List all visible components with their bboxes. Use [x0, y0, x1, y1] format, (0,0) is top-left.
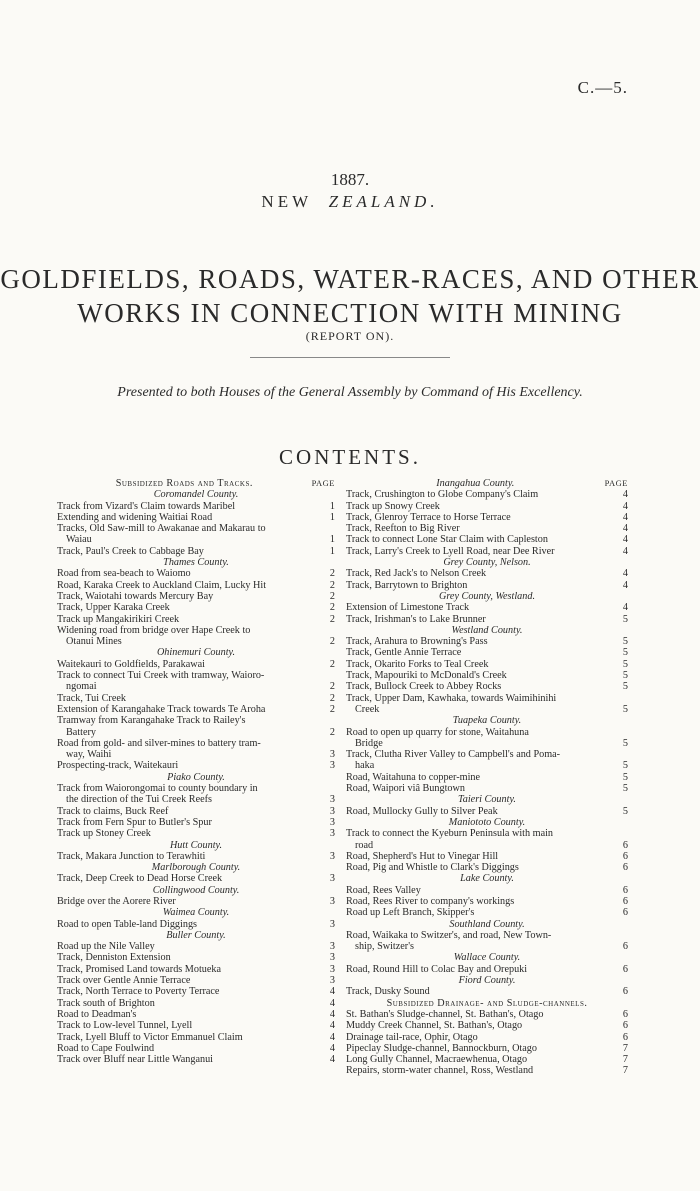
- county-heading: Ohinemuri County.: [156, 647, 236, 659]
- entry-page: 2: [329, 568, 335, 580]
- entry-text: Tracks, Old Saw-mill to Awakanae and Makarau to: [57, 523, 266, 535]
- entry-text: Drainage tail-race, Ophir, Otago: [346, 1031, 478, 1043]
- contents-entry: [346, 907, 628, 918]
- entry-text: Track, Larry's Creek to Lyell Road, near Dee River: [346, 545, 555, 557]
- entry-page: 5: [622, 771, 628, 783]
- entry-page: 6: [622, 1031, 628, 1043]
- contents-entry: [346, 602, 628, 613]
- contents-entry: [57, 659, 335, 670]
- section-heading-label: Subsidized Roads and Tracks.: [115, 478, 253, 489]
- entry-page: 3: [329, 963, 335, 975]
- entry-page: 4: [329, 986, 335, 998]
- county-heading: Waimea County.: [162, 907, 230, 919]
- contents-entry: [346, 727, 628, 738]
- contents-entry: [346, 693, 628, 704]
- entry-text: ship, Switzer's: [355, 941, 414, 953]
- entry-page: 1: [329, 534, 335, 546]
- contents-entry: [57, 1009, 335, 1020]
- contents-entry: [57, 1020, 335, 1031]
- page-column-label: PAGE: [311, 478, 335, 488]
- entry-text: Track, Okarito Forks to Teal Creek: [346, 658, 489, 670]
- contents-heading: CONTENTS.: [279, 445, 421, 469]
- entry-text: Road, Mullocky Gully to Silver Peak: [346, 805, 498, 817]
- entry-page: 5: [622, 613, 628, 625]
- county-heading: Thames County.: [163, 557, 229, 569]
- entry-text: Track up Snowy Creek: [346, 500, 440, 512]
- entry-text: Track over Gentle Annie Terrace: [57, 975, 191, 987]
- entry-page: 5: [622, 636, 628, 648]
- contents-entry-continued: [57, 636, 335, 647]
- entry-page: 3: [329, 952, 335, 964]
- entry-page: 3: [329, 918, 335, 930]
- contents-entry: [57, 975, 335, 986]
- entry-text: Track from Vizard's Claim towards Maribel: [57, 500, 236, 512]
- entry-text: Track, Reefton to Big River: [346, 523, 460, 535]
- contents-entry: [346, 964, 628, 975]
- entry-page: 2: [329, 579, 335, 591]
- entry-text: Waitekauri to Goldfields, Parakawai: [57, 658, 205, 670]
- entry-text: Track, Crushington to Globe Company's Claim: [346, 489, 539, 501]
- contents-entry-continued: [346, 840, 628, 851]
- entry-text: Extension of Limestone Track: [346, 602, 470, 614]
- entry-text: Tramway from Karangahake Track to Railey's: [57, 715, 246, 727]
- contents-entry: [346, 546, 628, 557]
- entry-page: 4: [329, 1042, 335, 1054]
- contents-entry-continued: [57, 727, 335, 738]
- contents-entry: [346, 749, 628, 760]
- contents-entry: [346, 580, 628, 591]
- entry-text: Track to claims, Buck Reef: [57, 805, 169, 817]
- contents-entry-continued: [57, 534, 335, 545]
- contents-entry: [57, 806, 335, 817]
- contents-entry: [57, 760, 335, 771]
- entry-text: Road to Deadman's: [57, 1008, 137, 1020]
- contents-entry: [346, 1054, 628, 1065]
- county-heading: Wallace County.: [453, 952, 521, 964]
- contents-entry: [57, 704, 335, 715]
- county-heading: Piako County.: [167, 771, 225, 783]
- entry-text: Track, Gentle Annie Terrace: [346, 647, 462, 659]
- entry-text: Track, Clutha River Valley to Campbell's and Poma-: [346, 749, 561, 761]
- county-heading: [346, 478, 628, 489]
- contents-entry: [346, 1020, 628, 1031]
- contents-entry: [346, 1043, 628, 1054]
- entry-page: 2: [329, 703, 335, 715]
- entry-page: 2: [329, 613, 335, 625]
- entry-page: 4: [622, 500, 628, 512]
- entry-page: 3: [329, 850, 335, 862]
- contents-entry: [346, 670, 628, 681]
- report-subtitle: (REPORT ON).: [305, 329, 395, 343]
- county-heading: Coromandel County.: [153, 489, 239, 501]
- entry-text: Road, Waipori viâ Bungtown: [346, 783, 465, 795]
- entry-page: 3: [329, 794, 335, 806]
- county-heading: Hutt County.: [169, 839, 223, 851]
- contents-entry: [57, 625, 335, 636]
- contents-entry: [346, 1032, 628, 1043]
- entry-text: haka: [355, 760, 375, 772]
- contents-entry: [346, 986, 628, 997]
- contents-entry: [57, 896, 335, 907]
- contents-column-right: [346, 478, 628, 1077]
- entry-text: Repairs, storm-water channel, Ross, Westland: [346, 1065, 534, 1077]
- entry-page: 1: [329, 500, 335, 512]
- contents-entry: [57, 591, 335, 602]
- entry-page: 2: [329, 636, 335, 648]
- entry-page: 2: [329, 692, 335, 704]
- county-heading-label: Inangahua County.: [436, 478, 515, 489]
- country-word-2: ZEALAND.: [328, 192, 439, 211]
- contents-entry: [346, 681, 628, 692]
- county-heading: Southland County.: [449, 918, 525, 930]
- contents-entry: [57, 512, 335, 523]
- entry-text: Track from Waiorongomai to county boundary in: [57, 783, 258, 795]
- contents-entry: [346, 851, 628, 862]
- contents-entry: [346, 501, 628, 512]
- entry-page: 3: [329, 749, 335, 761]
- entry-page: 7: [622, 1054, 628, 1066]
- contents-entry: [346, 659, 628, 670]
- contents-entry: [346, 896, 628, 907]
- entry-page: 6: [622, 907, 628, 919]
- entry-page: 4: [622, 568, 628, 580]
- entry-text: Bridge: [355, 737, 383, 749]
- entry-page: 6: [622, 862, 628, 874]
- entry-text: Road, Karaka Creek to Auckland Claim, Lucky Hit: [57, 579, 267, 591]
- entry-page: 6: [622, 941, 628, 953]
- county-heading: Marlborough County.: [151, 862, 241, 874]
- county-heading: Westland County.: [451, 624, 523, 636]
- entry-page: 4: [622, 602, 628, 614]
- county-heading: Lake County.: [460, 873, 514, 885]
- entry-page: 4: [622, 489, 628, 501]
- contents-entry: [57, 602, 335, 613]
- entry-text: Otanui Mines: [66, 636, 122, 648]
- entry-page: 6: [622, 1008, 628, 1020]
- entry-text: way, Waihi: [66, 749, 112, 761]
- entry-page: 5: [622, 658, 628, 670]
- contents-entry: [57, 568, 335, 579]
- entry-page: 4: [329, 1054, 335, 1066]
- contents-entry: [346, 772, 628, 783]
- entry-text: the direction of the Tui Creek Reefs: [66, 794, 212, 806]
- entry-text: Track, Waiotahi towards Mercury Bay: [57, 590, 214, 602]
- entry-text: Track to connect Tui Creek with tramway, Waioro-: [57, 670, 265, 682]
- entry-text: Road, Pig and Whistle to Clark's Diggings: [346, 862, 519, 874]
- entry-text: Road to open Table-land Diggings: [57, 918, 198, 930]
- entry-page: 3: [329, 895, 335, 907]
- entry-text: Road, Shepherd's Hut to Vinegar Hill: [346, 850, 499, 862]
- contents-entry: [57, 580, 335, 591]
- entry-page: 3: [329, 816, 335, 828]
- contents-entry: [346, 862, 628, 873]
- contents-entry: [57, 941, 335, 952]
- entry-text: Waiau: [66, 534, 92, 546]
- section-heading: [57, 478, 335, 489]
- entry-page: 4: [329, 1031, 335, 1043]
- entry-text: Track to connect the Kyeburn Peninsula with main: [346, 828, 554, 840]
- entry-page: 1: [329, 511, 335, 523]
- entry-page: 5: [622, 647, 628, 659]
- entry-text: Track, Deep Creek to Dead Horse Creek: [57, 873, 223, 885]
- section-heading: Subsidized Drainage- and Sludge-channels.: [386, 997, 588, 1009]
- contents-entry: [57, 998, 335, 1009]
- contents-entry: [57, 964, 335, 975]
- entry-text: Road to open up quarry for stone, Waitahuna: [346, 726, 529, 738]
- contents-entry: [346, 885, 628, 896]
- contents-entry: [57, 986, 335, 997]
- entry-text: Track, Paul's Creek to Cabbage Bay: [57, 545, 204, 557]
- entry-text: Track over Bluff near Little Wanganui: [57, 1054, 214, 1066]
- entry-page: 5: [622, 760, 628, 772]
- report-title: [0, 262, 700, 330]
- entry-text: Road from sea-beach to Waiomo: [57, 568, 191, 580]
- entry-text: Road, Waitahuna to copper-mine: [346, 771, 481, 783]
- entry-page: 2: [329, 602, 335, 614]
- entry-page: 5: [622, 783, 628, 795]
- contents-entry-continued: [57, 681, 335, 692]
- entry-text: Track, Upper Dam, Kawhaka, towards Waimihinihi: [346, 692, 557, 704]
- entry-page: 6: [622, 850, 628, 862]
- contents-entry: [346, 534, 628, 545]
- entry-text: Track, Makara Junction to Terawhiti: [57, 850, 206, 862]
- entry-page: 5: [622, 703, 628, 715]
- contents-entry: [346, 523, 628, 534]
- entry-page: 6: [622, 839, 628, 851]
- entry-text: Track to Low-level Tunnel, Lyell: [57, 1020, 193, 1032]
- contents-entry: [57, 738, 335, 749]
- entry-text: Creek: [355, 703, 380, 715]
- entry-text: Track, Red Jack's to Nelson Creek: [346, 568, 487, 580]
- contents-entry: [346, 930, 628, 941]
- contents-entry: [57, 783, 335, 794]
- contents-entry: [346, 647, 628, 658]
- entry-text: Road, Rees Valley: [346, 884, 421, 896]
- entry-page: 5: [622, 805, 628, 817]
- entry-text: Track, Irishman's to Lake Brunner: [346, 613, 486, 625]
- entry-text: St. Bathan's Sludge-channel, St. Bathan's, Otago: [346, 1008, 544, 1020]
- entry-page: 3: [329, 805, 335, 817]
- entry-text: Widening road from bridge over Hape Creek to: [57, 624, 251, 636]
- entry-text: Extending and widening Waitiai Road: [57, 511, 213, 523]
- entry-text: Prospecting-track, Waitekauri: [57, 760, 179, 772]
- county-heading: Collingwood County.: [152, 884, 240, 896]
- entry-page: 3: [329, 760, 335, 772]
- contents-entry: [57, 546, 335, 557]
- contents-entry: [346, 512, 628, 523]
- contents-entry-continued: [57, 794, 335, 805]
- entry-text: Track to connect Lone Star Claim with Capleston: [346, 534, 548, 546]
- entry-page: 2: [329, 590, 335, 602]
- entry-text: Track, North Terrace to Poverty Terrace: [57, 986, 220, 998]
- entry-text: Road, Rees River to company's workings: [346, 895, 515, 907]
- entry-text: Track, Dusky Sound: [346, 986, 430, 998]
- contents-entry-continued: [346, 941, 628, 952]
- page-column-label: PAGE: [604, 478, 628, 488]
- entry-text: Road up the Nile Valley: [57, 941, 155, 953]
- entry-page: 6: [622, 986, 628, 998]
- county-heading: Fiord County.: [458, 975, 516, 987]
- contents-entry: [57, 851, 335, 862]
- entry-text: Track, Glenroy Terrace to Horse Terrace: [346, 511, 511, 523]
- entry-text: Track, Promised Land towards Motueka: [57, 963, 222, 975]
- entry-text: Track, Barrytown to Brighton: [346, 579, 468, 591]
- contents-entry: [346, 1009, 628, 1020]
- entry-text: Track, Lyell Bluff to Victor Emmanuel Claim: [57, 1031, 243, 1043]
- entry-text: Bridge over the Aorere River: [57, 895, 176, 907]
- entry-text: Track from Fern Spur to Butler's Spur: [57, 816, 212, 828]
- contents-entry-continued: [346, 704, 628, 715]
- title-line-1: GOLDFIELDS, ROADS, WATER-RACES, AND OTHER: [0, 264, 700, 294]
- entry-page: 4: [329, 1008, 335, 1020]
- entry-page: 6: [622, 963, 628, 975]
- contents-entry: [346, 783, 628, 794]
- title-line-2: WORKS IN CONNECTION WITH MINING: [77, 298, 623, 328]
- contents-entry-continued: [346, 760, 628, 771]
- contents-entry: [57, 715, 335, 726]
- entry-page: 5: [622, 737, 628, 749]
- contents-entry: [57, 817, 335, 828]
- entry-text: Track, Denniston Extension: [57, 952, 171, 964]
- entry-page: 3: [329, 975, 335, 987]
- entry-text: Road to Cape Foulwind: [57, 1042, 155, 1054]
- entry-text: road: [355, 839, 374, 851]
- country-heading: [0, 192, 700, 212]
- entry-text: Muddy Creek Channel, St. Bathan's, Otago: [346, 1020, 523, 1032]
- divider: [250, 357, 450, 358]
- entry-text: Extension of Karangahake Track towards Te Aroha: [57, 703, 266, 715]
- contents-entry: [57, 1032, 335, 1043]
- entry-page: 1: [329, 545, 335, 557]
- contents-entry: [346, 806, 628, 817]
- contents-entry: [57, 501, 335, 512]
- county-heading: Grey County, Westland.: [438, 590, 536, 602]
- entry-text: Road from gold- and silver-mines to battery tram-: [57, 737, 261, 749]
- entry-text: Track up Stoney Creek: [57, 828, 151, 840]
- entry-text: Track, Mapouriki to McDonald's Creek: [346, 670, 507, 682]
- entry-text: Track south of Brighton: [57, 997, 155, 1009]
- entry-page: 6: [622, 895, 628, 907]
- entry-page: 4: [622, 534, 628, 546]
- entry-page: 4: [329, 1020, 335, 1032]
- entry-text: Road, Round Hill to Colac Bay and Orepuki: [346, 963, 528, 975]
- entry-text: Track, Upper Karaka Creek: [57, 602, 170, 614]
- entry-page: 3: [329, 828, 335, 840]
- contents-entry: [57, 952, 335, 963]
- contents-entry: [346, 489, 628, 500]
- entry-page: 3: [329, 873, 335, 885]
- entry-page: 3: [329, 941, 335, 953]
- entry-page: 4: [622, 545, 628, 557]
- contents-entry: [346, 828, 628, 839]
- entry-page: 2: [329, 658, 335, 670]
- entry-page: 4: [329, 997, 335, 1009]
- county-heading: Buller County.: [166, 929, 226, 941]
- contents-entry: [346, 636, 628, 647]
- document-reference: C.—5.: [577, 78, 628, 97]
- country-word-1: NEW: [261, 192, 313, 211]
- entry-text: Road up Left Branch, Skipper's: [346, 907, 475, 919]
- contents-entry: [57, 693, 335, 704]
- entry-text: Track, Arahura to Browning's Pass: [346, 636, 488, 648]
- contents-entry: [57, 1054, 335, 1065]
- entry-text: Road, Waikaka to Switzer's, and road, New Town-: [346, 929, 552, 941]
- county-heading: Tuapeka County.: [452, 715, 522, 727]
- contents-entry: [57, 614, 335, 625]
- entry-text: Long Gully Channel, Macraewhenua, Otago: [346, 1054, 528, 1066]
- county-heading: Taieri County.: [458, 794, 516, 806]
- county-heading: Grey County, Nelson.: [443, 557, 531, 569]
- contents-entry: [57, 873, 335, 884]
- contents-entry: [346, 1065, 628, 1076]
- entry-page: 2: [329, 726, 335, 738]
- contents-entry-continued: [346, 738, 628, 749]
- contents-entry: [57, 919, 335, 930]
- contents-entry: [346, 568, 628, 579]
- entry-page: 7: [622, 1042, 628, 1054]
- entry-text: Track up Mangakirikiri Creek: [57, 613, 180, 625]
- entry-page: 6: [622, 884, 628, 896]
- presented-line: Presented to both Houses of the General Assembly by Command of His Excellency.: [117, 385, 583, 400]
- contents-entry: [57, 828, 335, 839]
- contents-entry: [57, 1043, 335, 1054]
- entry-page: 4: [622, 579, 628, 591]
- contents-entry: [57, 670, 335, 681]
- year: 1887.: [330, 170, 370, 189]
- contents-entry: [346, 614, 628, 625]
- entry-text: Track, Tui Creek: [57, 692, 126, 704]
- entry-text: Pipeclay Sludge-channel, Bannockburn, Otago: [346, 1042, 537, 1054]
- contents-entry: [57, 523, 335, 534]
- entry-page: 6: [622, 1020, 628, 1032]
- entry-text: ngomai: [66, 681, 97, 693]
- entry-page: 5: [622, 670, 628, 682]
- entry-page: 7: [622, 1065, 628, 1077]
- entry-page: 4: [622, 511, 628, 523]
- county-heading: Maniototo County.: [448, 816, 526, 828]
- contents-column-left: [57, 478, 335, 1065]
- entry-page: 5: [622, 681, 628, 693]
- entry-page: 2: [329, 681, 335, 693]
- entry-text: Track, Bullock Creek to Abbey Rocks: [346, 681, 502, 693]
- entry-text: Battery: [66, 726, 96, 738]
- contents-entry-continued: [57, 749, 335, 760]
- entry-page: 4: [622, 523, 628, 535]
